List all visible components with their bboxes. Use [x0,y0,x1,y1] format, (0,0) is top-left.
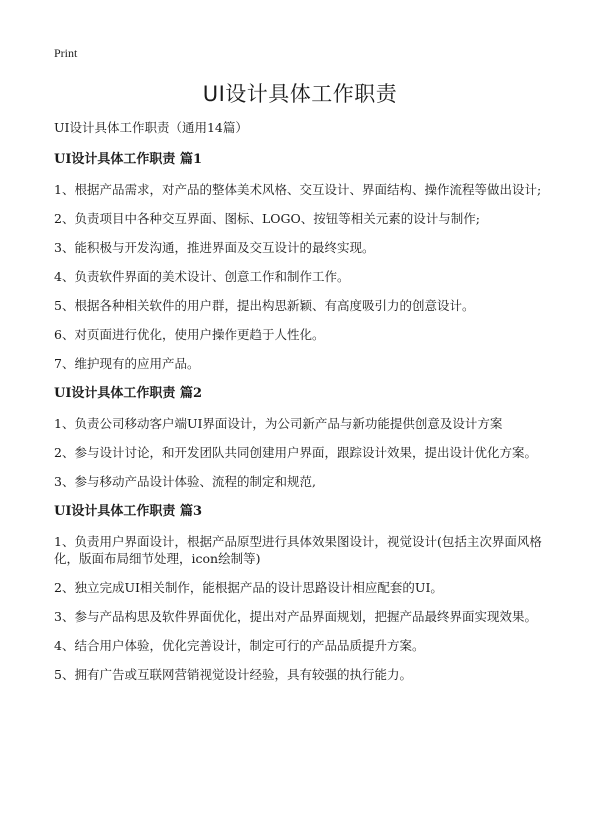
list-item: 1、根据产品需求，对产品的整体美术风格、交互设计、界面结构、操作流程等做出设计; [54,182,542,197]
print-label: Print [54,46,78,60]
list-item: 4、结合用户体验，优化完善设计，制定可行的产品品质提升方案。 [54,637,425,653]
list-item: 2、参与设计讨论，和开发团队共同创建用户界面，跟踪设计效果，提出设计优化方案。 [54,445,537,460]
page-subtitle: UI设计具体工作职责（通用14篇） [54,120,248,135]
list-item: 1、负责用户界面设计，根据产品原型进行具体效果图设计，视觉设计(包括主次界面风格化，版面布局细节处理，icon绘制等) [54,534,542,566]
section-3 [54,503,548,683]
section-1 [54,151,548,373]
section-heading: UI设计具体工作职责 篇1 [54,152,202,167]
list-item: 2、独立完成UI相关制作，能根据产品的设计思路设计相应配套的UI。 [54,579,443,595]
section-heading: UI设计具体工作职责 篇3 [54,504,202,519]
list-item: 3、参与移动产品设计体验、流程的制定和规范, [54,474,316,489]
page-title: UI设计具体工作职责 [202,82,398,106]
section-heading: UI设计具体工作职责 篇2 [54,386,202,401]
section-2 [54,385,548,491]
list-item: 6、对页面进行优化，使用户操作更趋于人性化。 [54,327,325,342]
list-item: 2、负责项目中各种交互界面、图标、LOGO、按钮等相关元素的设计与制作; [54,211,480,226]
list-item: 5、根据各种相关软件的用户群，提出构思新颖、有高度吸引力的创意设计。 [54,298,475,313]
list-item: 3、能积极与开发沟通，推进界面及交互设计的最终实现。 [54,240,375,255]
list-item: 3、参与产品构思及软件界面优化，提出对产品界面规划，把握产品最终界面实现效果。 [54,608,537,624]
list-item: 4、负责软件界面的美术设计、创意工作和制作工作。 [54,269,350,284]
list-item: 7、维护现有的应用产品。 [54,356,200,371]
list-item: 1、负责公司移动客户端UI界面设计，为公司新产品与新功能提供创意及设计方案 [54,416,503,431]
list-item: 5、拥有广告或互联网营销视觉设计经验，具有较强的执行能力。 [54,666,412,682]
document-body [54,151,548,696]
